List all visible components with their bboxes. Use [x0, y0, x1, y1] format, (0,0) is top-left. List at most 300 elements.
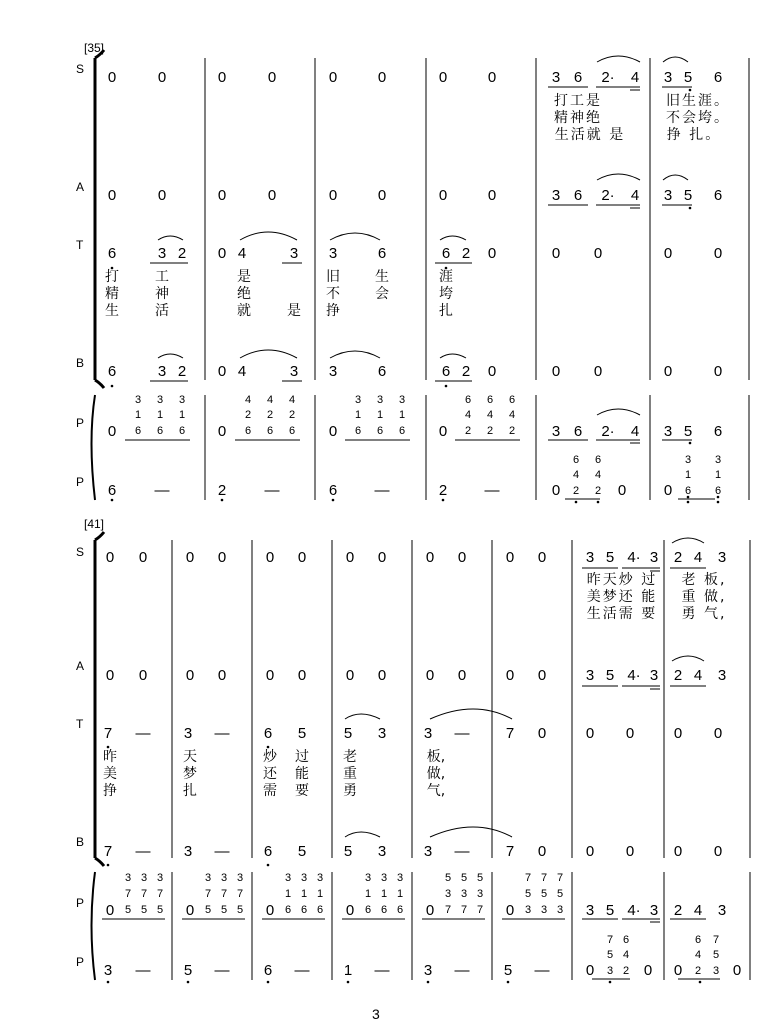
part-label-alto: A — [76, 180, 85, 194]
note: 0 — [643, 962, 653, 979]
note: 0 — [425, 902, 435, 919]
note: 0 — [138, 549, 148, 566]
chord-note: 5 — [540, 888, 548, 900]
note: 0 — [457, 667, 467, 684]
chord-note: 1 — [396, 888, 404, 900]
lyric: 天 — [183, 749, 197, 765]
lyric: 还 — [263, 766, 277, 782]
note: — — [214, 962, 230, 979]
note: 0 — [438, 423, 448, 440]
lyric: 打工是 — [554, 93, 602, 109]
note: 0 — [713, 725, 723, 742]
note: 4· — [627, 667, 641, 684]
note: 6 — [713, 187, 723, 204]
note: 6 — [377, 363, 387, 380]
note: 2 — [461, 245, 471, 262]
lyric: 涯 — [439, 269, 453, 285]
note: 0 — [328, 423, 338, 440]
note: 0 — [217, 69, 227, 86]
note: 5 — [605, 549, 615, 566]
note: 0 — [377, 667, 387, 684]
note: 3 — [717, 902, 727, 919]
note: 2 — [673, 667, 683, 684]
chord-note: 4 — [464, 409, 472, 421]
note: 0 — [425, 667, 435, 684]
note: 3 — [551, 69, 561, 86]
lyric: 扎 — [439, 303, 453, 319]
note: 0 — [617, 482, 627, 499]
chord-note: 3 — [156, 872, 164, 884]
chord-note: 5 — [460, 872, 468, 884]
chord-note: 6 — [244, 425, 252, 437]
note: 3 — [649, 667, 659, 684]
chord-note: 4 — [266, 394, 274, 406]
note: 2 — [673, 902, 683, 919]
note: 0 — [265, 667, 275, 684]
note: 6 — [441, 245, 451, 262]
note: — — [294, 962, 310, 979]
chord-note: 1 — [134, 409, 142, 421]
chord-note: 6 — [380, 904, 388, 916]
note: 5 — [297, 843, 307, 860]
chord-note: 6 — [364, 904, 372, 916]
note: 0 — [157, 187, 167, 204]
chord-note: 5 — [476, 872, 484, 884]
lyric: 挣 — [326, 303, 340, 319]
note: 0 — [505, 902, 515, 919]
note: 3 — [649, 902, 659, 919]
note: 0 — [663, 482, 673, 499]
note: 0 — [663, 245, 673, 262]
chord-note: 3 — [684, 454, 692, 466]
lyric: 昨 — [103, 749, 117, 765]
note: 0 — [345, 549, 355, 566]
note: 5 — [343, 843, 353, 860]
chord-note: 5 — [712, 949, 720, 961]
chord-note: 6 — [508, 394, 516, 406]
lyric: 梦 — [183, 766, 197, 782]
note: 7 — [103, 843, 113, 860]
chord-note: 3 — [540, 904, 548, 916]
lyric: 绝 — [237, 286, 251, 302]
chord-note: 1 — [684, 469, 692, 481]
note: 0 — [537, 549, 547, 566]
part-label-soprano: S — [76, 62, 85, 76]
note: 0 — [505, 549, 515, 566]
note: 4 — [237, 245, 247, 262]
rehearsal-mark: [41] — [84, 517, 105, 531]
note: 7 — [505, 843, 515, 860]
note: 5 — [683, 423, 693, 440]
chord-note: 3 — [134, 394, 142, 406]
note: 3 — [328, 363, 338, 380]
note: 6 — [573, 69, 583, 86]
chord-note: 1 — [376, 409, 384, 421]
note: 7 — [505, 725, 515, 742]
note: 0 — [377, 69, 387, 86]
note: 3 — [157, 363, 167, 380]
chord-note: 2 — [622, 965, 630, 977]
chord-note: 3 — [396, 872, 404, 884]
chord-note: 3 — [712, 965, 720, 977]
lyric: 老 板, — [681, 572, 727, 588]
chord-note: 6 — [396, 904, 404, 916]
note: 0 — [487, 363, 497, 380]
part-label-piano-rh: P — [76, 896, 85, 910]
note: 6 — [107, 245, 117, 262]
note: 3 — [585, 902, 595, 919]
chord-note: 2 — [572, 485, 580, 497]
note: 4 — [693, 549, 703, 566]
part-label-piano-lh: P — [76, 955, 85, 969]
chord-note: 1 — [284, 888, 292, 900]
note: 0 — [625, 843, 635, 860]
lyric: 气, — [426, 783, 446, 799]
note: 0 — [217, 363, 227, 380]
note: 0 — [585, 725, 595, 742]
note: 4· — [627, 549, 641, 566]
note: 0 — [297, 549, 307, 566]
lyric: 勇 气, — [681, 606, 727, 622]
note: 2 — [438, 482, 448, 499]
note: — — [374, 962, 390, 979]
note: 4 — [693, 667, 703, 684]
lyric: 垮 — [439, 286, 453, 302]
part-label-piano-lh: P — [76, 475, 85, 489]
note: 4 — [693, 902, 703, 919]
note: 3 — [663, 423, 673, 440]
chord-note: 7 — [524, 872, 532, 884]
chord-note: 5 — [204, 904, 212, 916]
lyric: 要 — [295, 783, 309, 799]
note: 0 — [551, 363, 561, 380]
note: 2 — [461, 363, 471, 380]
chord-note: 4 — [572, 469, 580, 481]
note: 0 — [487, 245, 497, 262]
note: 0 — [537, 725, 547, 742]
lyric: 是 — [237, 269, 251, 285]
chord-note: 2 — [464, 425, 472, 437]
note: 3 — [423, 843, 433, 860]
note: 1 — [343, 962, 353, 979]
chord-note: 1 — [714, 469, 722, 481]
chord-note: 6 — [464, 394, 472, 406]
note: 5 — [605, 667, 615, 684]
lyric: 打 — [105, 269, 119, 285]
note: — — [135, 725, 151, 742]
note: — — [484, 482, 500, 499]
note: 7 — [103, 725, 113, 742]
chord-note: 7 — [236, 888, 244, 900]
note: 3 — [157, 245, 167, 262]
note: 3 — [663, 187, 673, 204]
chord-note: 5 — [444, 872, 452, 884]
note: 0 — [345, 667, 355, 684]
note: 0 — [328, 69, 338, 86]
chord-note: 4 — [288, 394, 296, 406]
chord-note: 1 — [364, 888, 372, 900]
lyric: 精 — [105, 286, 119, 302]
note: 0 — [732, 962, 742, 979]
chord-note: 6 — [398, 425, 406, 437]
note: 2 — [177, 245, 187, 262]
note: 0 — [537, 667, 547, 684]
lyric: 美 — [103, 766, 117, 782]
note: 3 — [717, 549, 727, 566]
chord-note: 6 — [316, 904, 324, 916]
chord-note: 3 — [204, 872, 212, 884]
note: — — [264, 482, 280, 499]
chord-note: 3 — [156, 394, 164, 406]
note: 4 — [237, 363, 247, 380]
note: 6 — [263, 725, 273, 742]
chord-note: 4 — [508, 409, 516, 421]
note: 0 — [663, 363, 673, 380]
lyric: 精神绝 — [554, 110, 602, 126]
chord-note: 6 — [354, 425, 362, 437]
note: — — [454, 962, 470, 979]
lyric: 炒 — [263, 749, 277, 765]
note: 0 — [625, 725, 635, 742]
note: 3 — [103, 962, 113, 979]
note: 0 — [585, 962, 595, 979]
note: 0 — [505, 667, 515, 684]
note: 0 — [105, 549, 115, 566]
lyric: 过 — [295, 749, 309, 765]
lyric: 重 — [343, 766, 357, 782]
chord-note: 7 — [712, 934, 720, 946]
chord-note: 1 — [354, 409, 362, 421]
note: 0 — [267, 187, 277, 204]
note: 3 — [663, 69, 673, 86]
note: 0 — [713, 363, 723, 380]
note: 6 — [573, 187, 583, 204]
note: 2 — [177, 363, 187, 380]
note: 5 — [183, 962, 193, 979]
chord-note: 6 — [684, 485, 692, 497]
note: 2 — [217, 482, 227, 499]
lyric: 生 — [375, 269, 389, 285]
part-label-tenor: T — [76, 717, 84, 731]
note: 5 — [683, 187, 693, 204]
chord-note: 7 — [476, 904, 484, 916]
chord-note: 5 — [236, 904, 244, 916]
chord-note: 3 — [124, 872, 132, 884]
chord-note: 5 — [124, 904, 132, 916]
chord-note: 6 — [266, 425, 274, 437]
note: 0 — [713, 843, 723, 860]
lyric: 生 — [105, 303, 119, 319]
note: 0 — [107, 423, 117, 440]
note: 0 — [185, 549, 195, 566]
note: 0 — [217, 423, 227, 440]
chord-note: 7 — [444, 904, 452, 916]
part-label-alto: A — [76, 659, 85, 673]
chord-note: 2 — [244, 409, 252, 421]
lyric: 神 — [155, 286, 169, 302]
note: 0 — [185, 902, 195, 919]
note: 3 — [585, 549, 595, 566]
chord-note: 7 — [156, 888, 164, 900]
note: 0 — [217, 667, 227, 684]
note: 6 — [441, 363, 451, 380]
note: 0 — [438, 187, 448, 204]
lyric: 重 做, — [681, 589, 727, 605]
chord-note: 1 — [398, 409, 406, 421]
part-label-bass: B — [76, 356, 85, 370]
chord-note: 6 — [156, 425, 164, 437]
chord-note: 3 — [444, 888, 452, 900]
note: — — [454, 725, 470, 742]
chord-note: 4 — [694, 949, 702, 961]
chord-note: 3 — [300, 872, 308, 884]
note: 2· — [601, 423, 615, 440]
lyric: 能 — [295, 766, 309, 782]
note: 6 — [263, 962, 273, 979]
chord-note: 3 — [524, 904, 532, 916]
note: 4 — [630, 187, 640, 204]
lyric: 不会垮。 — [666, 110, 730, 126]
note: 3 — [377, 725, 387, 742]
note: — — [214, 725, 230, 742]
note: 6 — [573, 423, 583, 440]
note: 0 — [217, 187, 227, 204]
note: 0 — [551, 245, 561, 262]
part-label-soprano: S — [76, 545, 85, 559]
lyric: 昨天炒 过 — [586, 572, 658, 588]
chord-note: 3 — [354, 394, 362, 406]
chord-note: 6 — [134, 425, 142, 437]
chord-note: 6 — [622, 934, 630, 946]
rehearsal-mark: [35] — [84, 41, 105, 55]
chord-note: 5 — [140, 904, 148, 916]
lyric: 板, — [426, 749, 446, 765]
chord-note: 3 — [460, 888, 468, 900]
note: — — [214, 843, 230, 860]
note: 3 — [423, 725, 433, 742]
chord-note: 7 — [540, 872, 548, 884]
chord-note: 6 — [376, 425, 384, 437]
note: 3 — [289, 363, 299, 380]
chord-note: 1 — [316, 888, 324, 900]
note: 2· — [601, 69, 615, 86]
chord-note: 2 — [694, 965, 702, 977]
note: 0 — [551, 482, 561, 499]
lyric: 活 — [155, 303, 169, 319]
note: 0 — [457, 549, 467, 566]
note: — — [154, 482, 170, 499]
chord-note: 2 — [508, 425, 516, 437]
chord-note: 1 — [156, 409, 164, 421]
lyric: 就 — [237, 303, 251, 319]
note: 0 — [585, 843, 595, 860]
chord-note: 7 — [204, 888, 212, 900]
note: 3 — [717, 667, 727, 684]
part-label-tenor: T — [76, 238, 84, 252]
lyric: 扎 — [183, 783, 197, 799]
note: 4 — [630, 69, 640, 86]
chord-note: 4 — [244, 394, 252, 406]
note: 3 — [289, 245, 299, 262]
note: 0 — [107, 69, 117, 86]
chord-note: 6 — [486, 394, 494, 406]
note: 0 — [713, 245, 723, 262]
note: 0 — [345, 902, 355, 919]
lyric: 挣 — [103, 783, 117, 799]
note: 0 — [438, 69, 448, 86]
part-label-piano-rh: P — [76, 416, 85, 430]
lyric: 不 — [326, 286, 340, 302]
chord-note: 3 — [284, 872, 292, 884]
lyric: 工 — [155, 269, 169, 285]
note: 0 — [265, 549, 275, 566]
chord-note: 4 — [486, 409, 494, 421]
note: — — [374, 482, 390, 499]
chord-note: 4 — [622, 949, 630, 961]
note: 0 — [265, 902, 275, 919]
chord-note: 2 — [594, 485, 602, 497]
note: 5 — [297, 725, 307, 742]
chord-note: 1 — [380, 888, 388, 900]
note: 0 — [297, 667, 307, 684]
lyric: 老 — [343, 749, 357, 765]
note: 5 — [503, 962, 513, 979]
note: 0 — [105, 902, 115, 919]
note: 3 — [551, 187, 561, 204]
chord-note: 3 — [316, 872, 324, 884]
note: 0 — [487, 187, 497, 204]
chord-note: 3 — [380, 872, 388, 884]
note: 3 — [183, 843, 193, 860]
note: 5 — [683, 69, 693, 86]
chord-note: 4 — [594, 469, 602, 481]
note: 3 — [328, 245, 338, 262]
note: 6 — [713, 69, 723, 86]
chord-note: 7 — [220, 888, 228, 900]
chord-note: 6 — [694, 934, 702, 946]
chord-note: 5 — [220, 904, 228, 916]
note: 0 — [267, 69, 277, 86]
note: 6 — [713, 423, 723, 440]
chord-note: 7 — [124, 888, 132, 900]
chord-note: 7 — [140, 888, 148, 900]
chord-note: 3 — [140, 872, 148, 884]
note: 4 — [630, 423, 640, 440]
note: 6 — [263, 843, 273, 860]
chord-note: 3 — [714, 454, 722, 466]
note: 4· — [627, 902, 641, 919]
chord-note: 3 — [476, 888, 484, 900]
note: — — [454, 843, 470, 860]
lyric: 生活需 要 — [586, 606, 658, 622]
note: 0 — [425, 549, 435, 566]
note: 6 — [328, 482, 338, 499]
chord-note: 1 — [178, 409, 186, 421]
note: 0 — [487, 69, 497, 86]
note: — — [534, 962, 550, 979]
note: 0 — [105, 667, 115, 684]
note: 3 — [585, 667, 595, 684]
note: 0 — [328, 187, 338, 204]
lyric: 是 — [287, 303, 301, 319]
lyric: 挣 扎。 — [666, 127, 722, 143]
note: 0 — [217, 245, 227, 262]
note: 0 — [217, 549, 227, 566]
note: 0 — [673, 725, 683, 742]
note: 0 — [107, 187, 117, 204]
chord-note: 3 — [220, 872, 228, 884]
note: 3 — [423, 962, 433, 979]
